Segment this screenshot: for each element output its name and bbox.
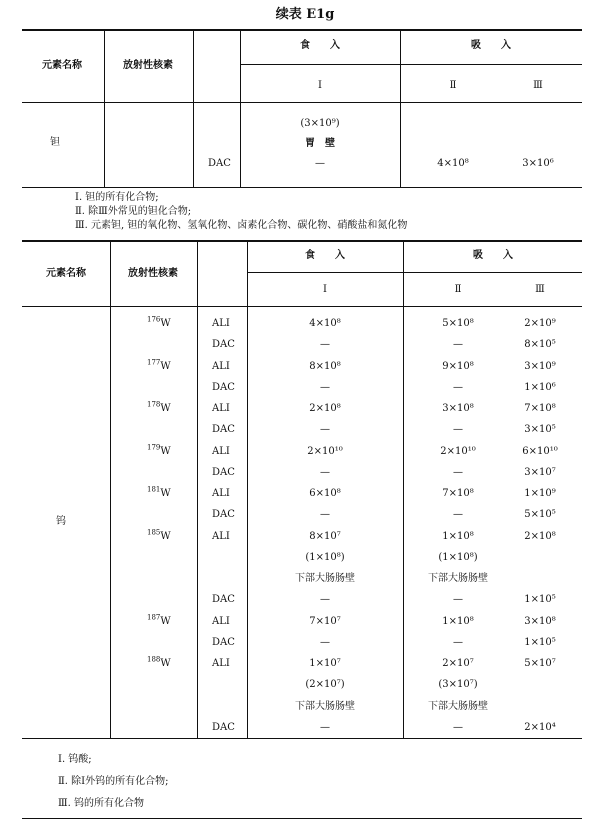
table2-cell-ii: — — [453, 636, 463, 648]
table2-cell-iii: 5×10⁵ — [524, 509, 556, 521]
table2-cell-nuc: $^{176}$W — [147, 315, 171, 329]
table2-header-rule — [22, 306, 582, 307]
table2-top-rule — [22, 240, 582, 242]
table2-cell-nuc: $^{181}$W — [147, 485, 171, 499]
table2-cell-ii: 下部大肠肠壁 — [428, 700, 488, 712]
table2-cell-type: DAC — [212, 381, 235, 393]
table2-cell-iii: 5×10⁷ — [524, 658, 556, 669]
table2-header-divider — [247, 272, 582, 273]
table1-header-rule — [22, 102, 582, 103]
table2-cell-ii: 1×10⁸ — [442, 615, 474, 627]
table2-cell-type: ALI — [212, 403, 230, 414]
table2-cell-type: DAC — [212, 424, 235, 436]
table2-cell-ii: 3×10⁸ — [442, 403, 474, 414]
table2-cell-type: ALI — [212, 488, 230, 499]
table2-cell-iii: 1×10⁹ — [524, 488, 556, 499]
table2-cell-i: 2×10¹⁰ — [307, 445, 343, 457]
table2-cell-type: ALI — [212, 658, 230, 669]
table2-cell-i: 1×10⁷ — [309, 658, 341, 669]
header-class-3: Ⅲ — [535, 284, 545, 295]
header-ingestion: 食 入 — [300, 40, 340, 51]
table2-cell-iii: 1×10⁵ — [524, 636, 556, 648]
table1-col-divider — [193, 29, 194, 187]
note-line: Ⅲ. 钨的所有化合物 — [58, 798, 145, 809]
table2-cell-ii: 9×10⁸ — [442, 360, 474, 372]
table2-cell-iii: 2×10⁹ — [524, 318, 556, 329]
table2-col-divider — [247, 240, 248, 738]
table2-cell-ii: (1×10⁸) — [438, 551, 478, 563]
page-bottom-rule — [22, 818, 582, 819]
table2-cell-i: 6×10⁸ — [309, 488, 341, 499]
table2-cell-ii: 5×10⁸ — [442, 318, 474, 329]
table2-cell-i: 下部大肠肠壁 — [295, 573, 355, 584]
table2-cell-nuc: $^{178}$W — [147, 400, 171, 414]
header-class-1: I — [318, 80, 322, 91]
table2-cell-type: ALI — [212, 360, 230, 372]
table2-cell-type: ALI — [212, 318, 230, 329]
note-line: Ⅰ. 钨酸; — [58, 754, 92, 765]
table2-cell-iii: 3×10⁵ — [524, 424, 556, 436]
table2-cell-iii: 1×10⁶ — [524, 381, 556, 393]
table2-cell-i: (1×10⁸) — [305, 551, 345, 563]
table2-cell-type: DAC — [212, 466, 235, 478]
table2-cell-nuc: $^{188}$W — [147, 655, 171, 669]
table2-cell-iii: 3×10⁹ — [524, 360, 556, 372]
note-line: Ⅰ. 钽的所有化合物; — [75, 192, 159, 203]
table2-cell-ii: (3×10⁷) — [438, 679, 478, 691]
table2-cell-iii: 3×10⁷ — [524, 466, 556, 478]
header-element-name: 元素名称 — [42, 60, 82, 71]
table2-cell-i: — — [320, 466, 330, 478]
table2-cell-i: — — [320, 636, 330, 648]
note-line: Ⅱ. 除Ⅲ外常见的钽化合物; — [75, 206, 192, 217]
table2-cell-type: DAC — [212, 721, 235, 733]
table2-cell-ii: — — [453, 381, 463, 393]
inhalation-3-value: 3×10⁶ — [522, 158, 554, 169]
inhalation-2-value: 4×10⁸ — [437, 158, 469, 169]
header-ingestion: 食 入 — [305, 250, 345, 261]
header-class-2: Ⅱ — [449, 80, 457, 91]
table2-bottom-rule — [22, 738, 582, 739]
table2-cell-type: ALI — [212, 445, 230, 457]
table2-col-divider — [110, 240, 111, 738]
table2-cell-type: ALI — [212, 615, 230, 627]
table2-col-divider — [403, 240, 404, 738]
table2-cell-i: 7×10⁷ — [309, 615, 341, 627]
header-class-3: Ⅲ — [533, 80, 543, 91]
header-element-name: 元素名称 — [46, 268, 86, 279]
table2-cell-ii: — — [453, 339, 463, 351]
table2-cell-i: 下部大肠肠壁 — [295, 700, 355, 712]
table2-cell-i: — — [320, 721, 330, 733]
table2-cell-iii: 8×10⁵ — [524, 339, 556, 351]
table2-cell-ii: 2×10¹⁰ — [440, 445, 476, 457]
table1-top-rule — [22, 29, 582, 31]
header-inhalation: 吸 入 — [473, 250, 513, 261]
header-inhalation: 吸 入 — [471, 40, 511, 51]
table2-cell-nuc: $^{187}$W — [147, 613, 171, 627]
table2-cell-nuc: $^{177}$W — [147, 358, 171, 372]
table1-col-divider — [104, 29, 105, 187]
table2-cell-iii: 3×10⁸ — [524, 615, 556, 627]
table2-cell-iii: 6×10¹⁰ — [522, 445, 558, 457]
table2-cell-ii: 下部大肠肠壁 — [428, 573, 488, 584]
element-tungsten: 钨 — [56, 516, 66, 527]
table2-cell-i: (2×10⁷) — [305, 679, 345, 691]
table2-cell-iii: 1×10⁵ — [524, 594, 556, 606]
table2-cell-ii: — — [453, 466, 463, 478]
table2-cell-ii: — — [453, 594, 463, 606]
table2-cell-ii: 2×10⁷ — [442, 658, 474, 669]
table2-cell-ii: — — [453, 424, 463, 436]
table2-cell-i: — — [320, 339, 330, 351]
table2-cell-i: 8×10⁸ — [309, 360, 341, 372]
page-title: 续表 E1g — [275, 7, 335, 22]
header-nuclide: 放射性核素 — [123, 60, 173, 71]
table2-cell-i: — — [320, 381, 330, 393]
table2-cell-i: — — [320, 424, 330, 436]
table2-cell-i: 4×10⁸ — [309, 318, 341, 329]
table1-bottom-rule — [22, 187, 582, 188]
table2-cell-iii: 2×10⁴ — [524, 721, 556, 733]
table2-col-divider — [197, 240, 198, 738]
table2-cell-ii: 7×10⁸ — [442, 488, 474, 499]
table2-cell-iii: 7×10⁸ — [524, 403, 556, 414]
ingestion-organ: 胃 壁 — [305, 138, 335, 149]
header-class-2: Ⅱ — [454, 284, 462, 295]
table2-cell-nuc: $^{179}$W — [147, 443, 171, 457]
note-line: Ⅱ. 除Ⅰ外钨的所有化合物; — [58, 776, 169, 787]
ingestion-note: (3×10⁹) — [300, 118, 340, 129]
note-line: Ⅲ. 元素钽, 钽的氧化物、氢氧化物、卤素化合物、碳化物、硝酸盐和氮化物 — [75, 220, 408, 231]
header-class-1: I — [323, 284, 327, 295]
table2-cell-i: — — [320, 594, 330, 606]
dac-label: DAC — [208, 158, 231, 169]
ingestion-value: — — [315, 158, 325, 169]
table2-cell-type: DAC — [212, 509, 235, 521]
table2-cell-ii: — — [453, 509, 463, 521]
table2-cell-ii: — — [453, 721, 463, 733]
table2-cell-type: DAC — [212, 636, 235, 648]
table2-cell-i: — — [320, 509, 330, 521]
table2-cell-i: 8×10⁷ — [309, 530, 341, 542]
table1-col-divider — [400, 29, 401, 187]
table2-cell-type: ALI — [212, 530, 230, 542]
table2-cell-ii: 1×10⁸ — [442, 530, 474, 542]
element-tantalum: 钽 — [50, 137, 60, 148]
table1-header-divider — [240, 64, 582, 65]
table2-cell-type: DAC — [212, 339, 235, 351]
table2-cell-nuc: $^{185}$W — [147, 528, 171, 542]
table1-col-divider — [240, 29, 241, 187]
table2-cell-type: DAC — [212, 594, 235, 606]
table2-cell-iii: 2×10⁸ — [524, 530, 556, 542]
header-nuclide: 放射性核素 — [128, 268, 178, 279]
table2-cell-i: 2×10⁸ — [309, 403, 341, 414]
